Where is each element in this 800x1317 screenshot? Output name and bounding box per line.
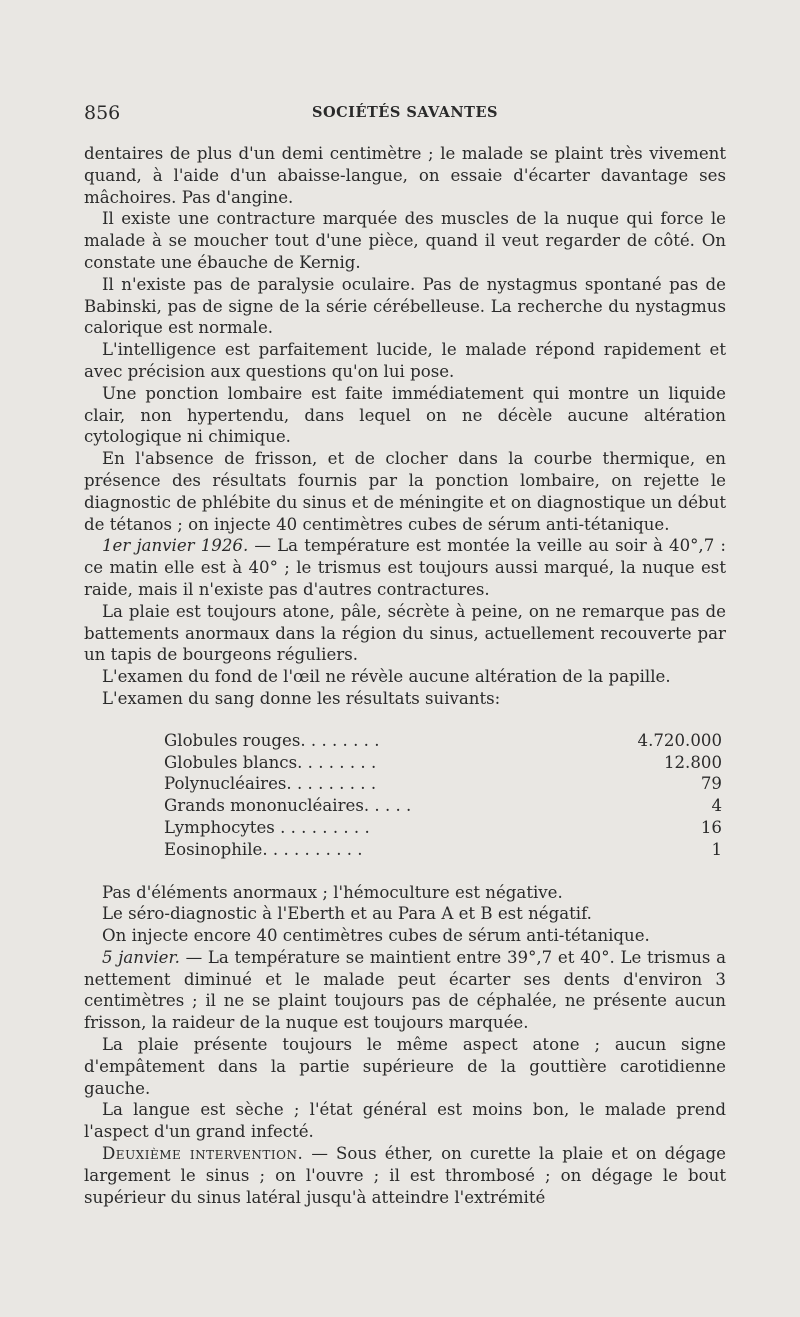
result-label: Eosinophile. . . . . . . . . .: [164, 839, 363, 859]
result-value: 1: [711, 839, 722, 859]
page-number: 856: [84, 102, 121, 124]
section-text: — Sous éther, on curette la plaie et on dégage largement le sinus ; on l'ouvre ; il est thrombosé ; on dégage le bout supérieur du sinus latéral jusqu'à atteindre l'extrémité: [84, 1144, 726, 1207]
section-heading: Deuxième intervention.: [102, 1144, 304, 1164]
result-label: Globules rouges. . . . . . . .: [164, 730, 380, 750]
table-row: [164, 730, 722, 752]
second-intervention: [84, 1143, 726, 1208]
result-value: 4.720.000: [637, 730, 722, 750]
page-header: [84, 102, 726, 126]
paragraph: Une ponction lombaire est faite immédiatement qui montre un liquide clair, non hypertendu, dans lequel on ne décèle aucune altération cytologique ni chimique.: [84, 383, 726, 447]
table-row: [164, 795, 722, 817]
table-row: [164, 752, 722, 774]
paragraph: La langue est sèche ; l'état général est moins bon, le malade prend l'aspect d'un grand infecté.: [84, 1100, 726, 1142]
result-value: 79: [700, 774, 722, 794]
entry-text: — La température se maintient entre 39°,7 et 40°. Le trismus a nettement diminué et le malade peut écarter ses dents d'environ 3 centimètres ; il ne se plaint toujours pas de céphalée, ne présente aucun frisson, la raideur de la nuque est toujours marquée.: [84, 947, 726, 1033]
result-value: 12.800: [663, 752, 722, 772]
paragraph: Le séro-diagnostic à l'Eberth et au Para A et B est négatif.: [102, 904, 592, 924]
paragraph: L'examen du fond de l'œil ne révèle aucune altération de la papille.: [102, 667, 671, 687]
blood-results-table: [164, 730, 722, 861]
paragraph: Il n'existe pas de paralysie oculaire. Pas de nystagmus spontané pas de Babinski, pas de signe de la série cérébelleuse. La recherche du nystagmus calorique est normale.: [84, 274, 726, 338]
paragraph: Il existe une contracture marquée des muscles de la nuque qui force le malade à se moucher tout d'une pièce, quand il veut regarder de côté. On constate une ébauche de Kernig.: [84, 209, 726, 272]
entry-text: — La température est montée la veille au soir à 40°,7 : ce matin elle est à 40° ; le trismus est toujours aussi marqué, la nuque est raide, mais il n'existe pas d'autres contractures.: [84, 536, 726, 599]
table-row: [164, 773, 722, 795]
dated-entry-jan1: [84, 535, 726, 600]
entry-date: 1er janvier 1926.: [102, 536, 249, 556]
paragraph: En l'absence de frisson, et de clocher dans la courbe thermique, en présence des résultats fournis par la ponction lombaire, on rejette le diagnostic de phlébite du sinus et de méningite et on diagnostique un début de tétanos ; on injecte 40 centimètres cubes de sérum anti-tétanique.: [84, 449, 726, 534]
paragraph: La plaie présente toujours le même aspect atone ; aucun signe d'empâtement dans la partie supérieure de la gouttière carotidienne gauche.: [84, 1035, 726, 1098]
result-label: Grands mononucléaires. . . . .: [164, 796, 412, 816]
page-body: [84, 143, 726, 1208]
paragraph: Pas d'éléments anormaux ; l'hémoculture est négative.: [102, 882, 563, 902]
result-value: 4: [711, 796, 722, 816]
table-row: [164, 839, 722, 861]
paragraph: L'examen du sang donne les résultats suivants:: [102, 688, 501, 708]
result-label: Globules blancs. . . . . . . .: [164, 752, 377, 772]
result-label: Polynucléaires. . . . . . . . .: [164, 774, 377, 794]
paragraph: On injecte encore 40 centimètres cubes de sérum anti-tétanique.: [102, 926, 650, 946]
result-value: 16: [700, 817, 722, 837]
paragraph: L'intelligence est parfaitement lucide, le malade répond rapidement et avec précision aux questions qu'on lui pose.: [84, 340, 726, 381]
running-title: SOCIÉTÉS SAVANTES: [312, 104, 498, 121]
result-label: Lymphocytes . . . . . . . . .: [164, 817, 370, 837]
paragraph: La plaie est toujours atone, pâle, sécrète à peine, on ne remarque pas de battements anormaux dans la région du sinus, actuellement recouverte par un tapis de bourgeons réguliers.: [84, 601, 726, 665]
table-row: [164, 817, 722, 839]
entry-date: 5 janvier.: [102, 947, 180, 967]
dated-entry-jan5: [84, 947, 726, 1034]
paragraph: dentaires de plus d'un demi centimètre ; le malade se plaint très vivement quand, à l'aide d'un abaisse-langue, on essaie d'écarter davantage ses mâchoires. Pas d'angine.: [84, 144, 726, 207]
